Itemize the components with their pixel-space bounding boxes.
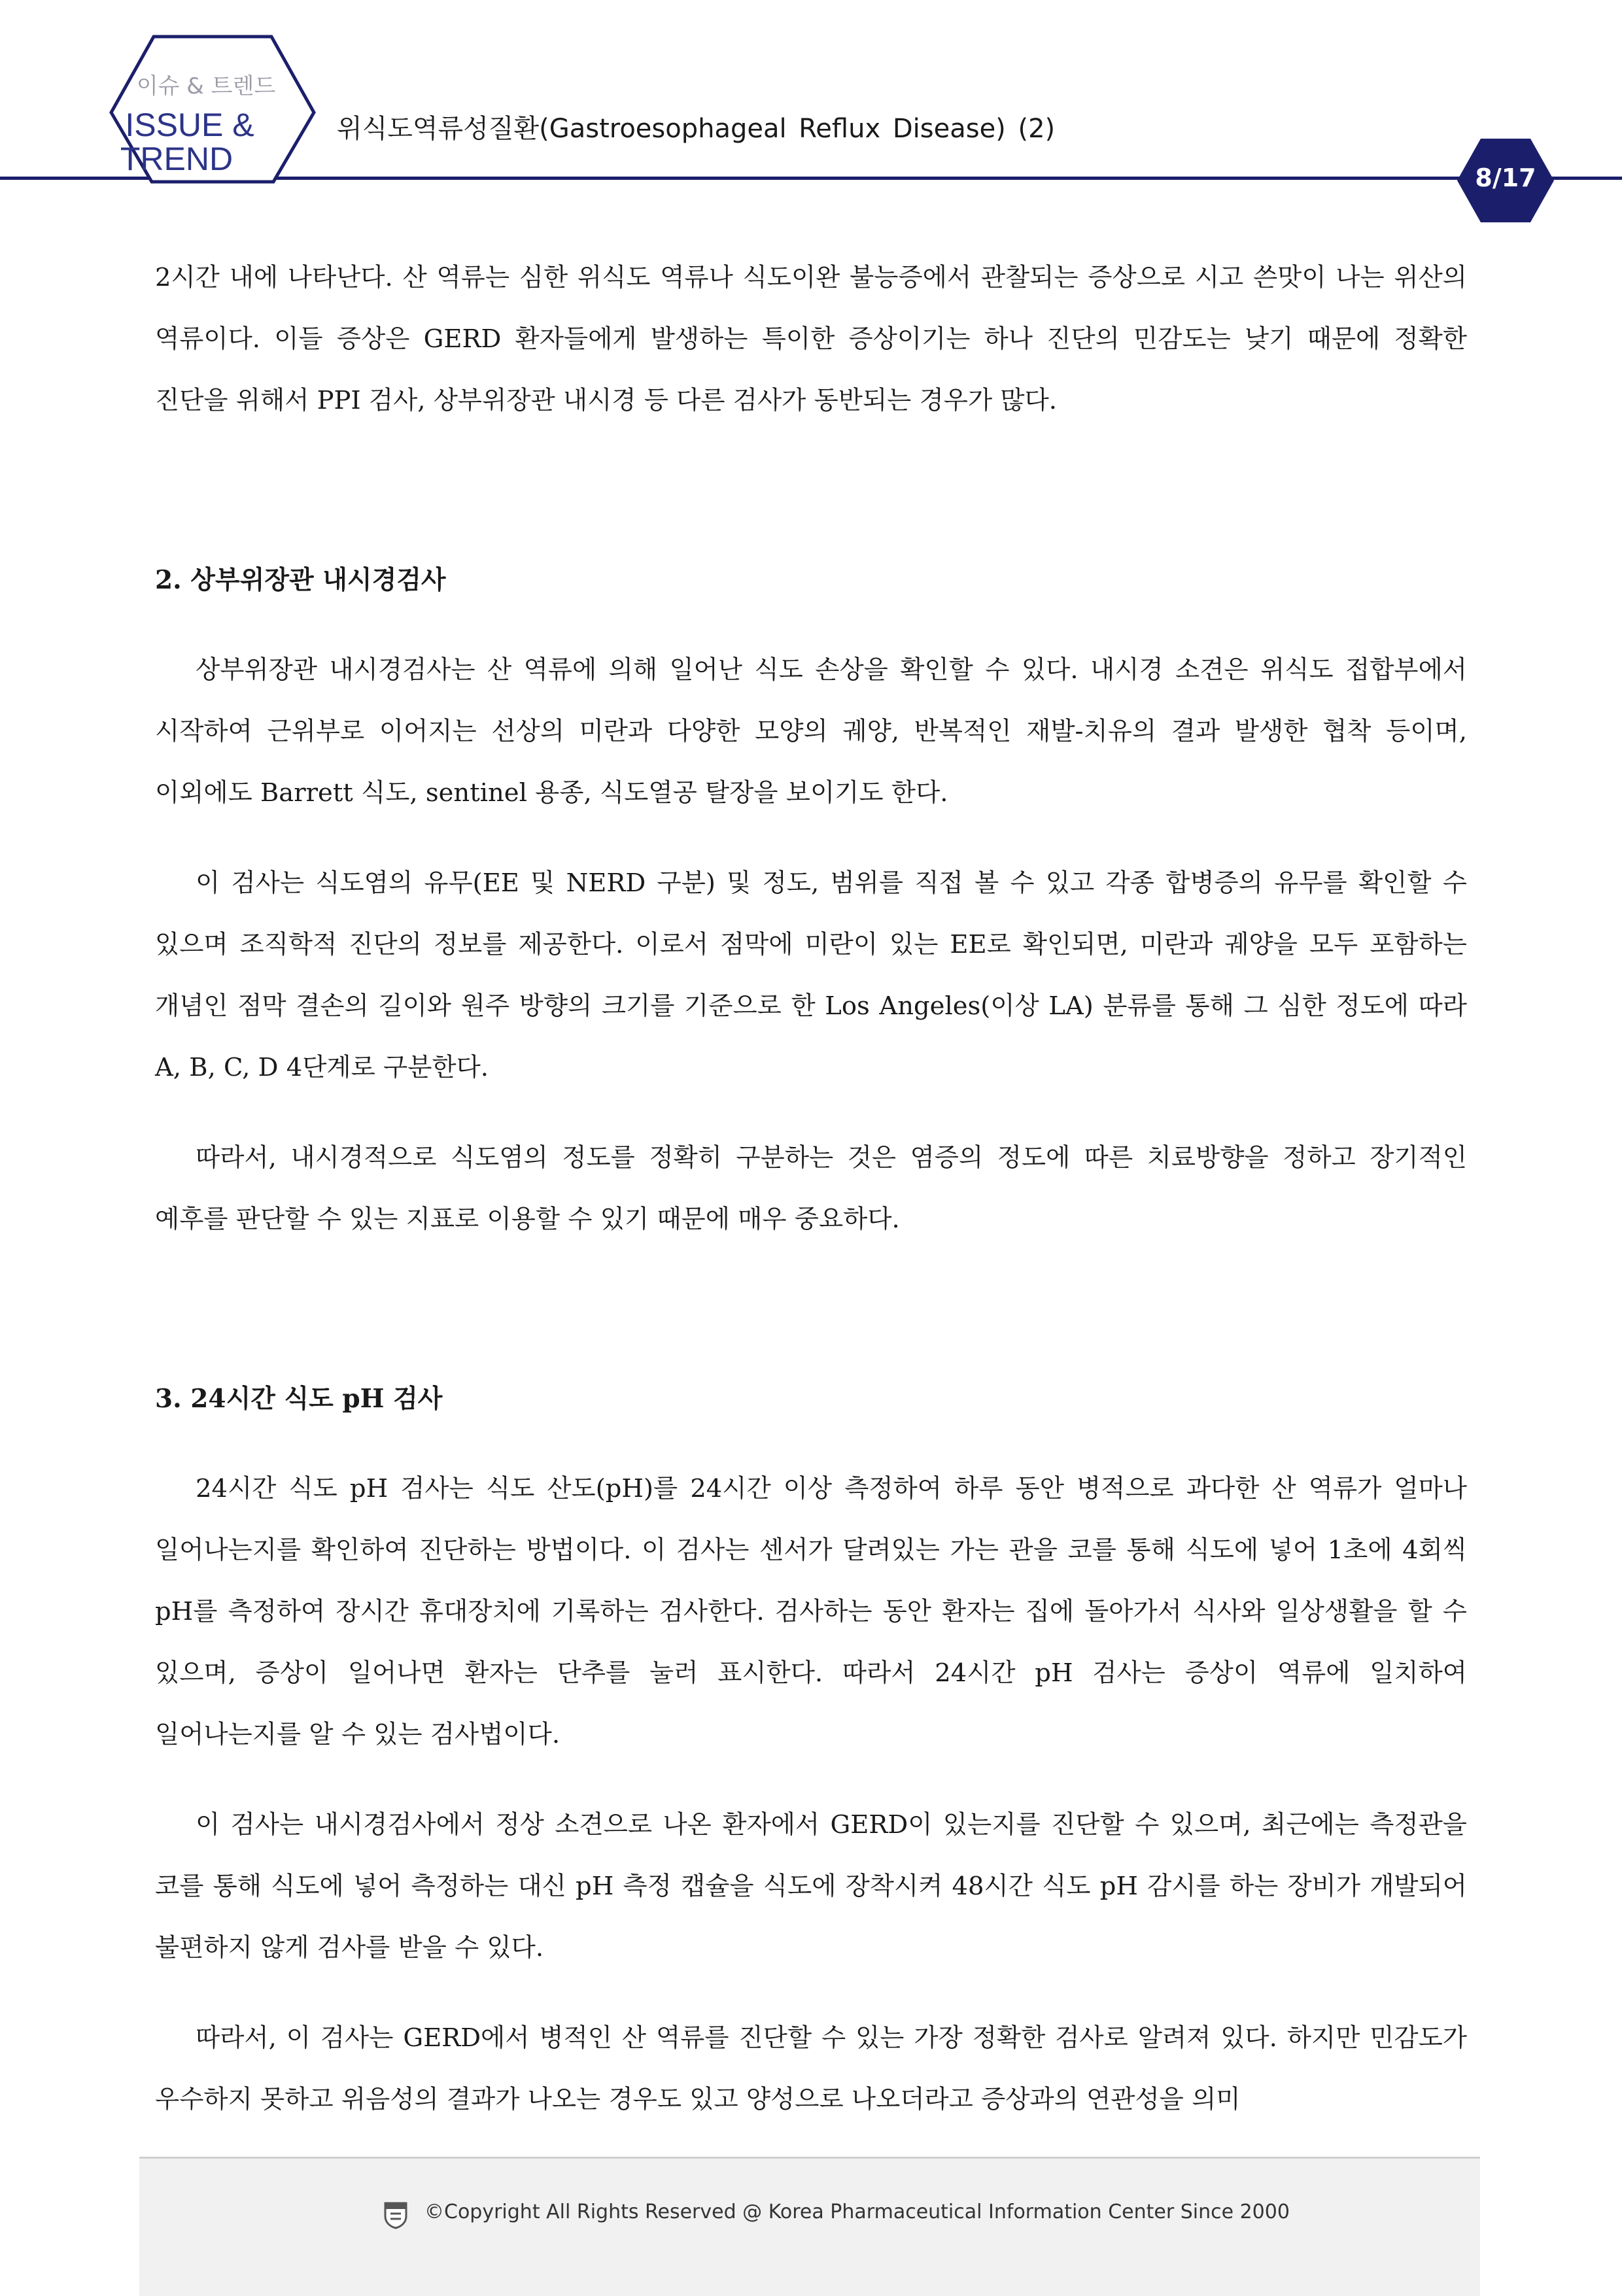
section-heading-endoscopy: 2. 상부위장관 내시경검사 — [155, 565, 446, 595]
badge-subtitle: 이슈 & 트렌드 — [136, 73, 276, 99]
ph-test-paragraph-2: 이 검사는 내시경검사에서 정상 소견으로 나온 환자에서 GERD이 있는지를 진단할 수 있으며, 최근에는 측정관을 코를 통해 식도에 넣어 측정하는 대신 pH 측정 캡슐을 식도에 장착시켜 48시간 식도 pH 감시를 하는 장비가 개발되어 불편하지 않게 검사를 받을 수 있다. — [155, 1810, 1467, 1962]
ph-test-paragraph-3: 따라서, 이 검사는 GERD에서 병적인 산 역류를 진단할 수 있는 가장 정확한 검사로 알려져 있다. 하지만 민감도가 우수하지 못하고 위음성의 결과가 나오는 경우도 있고 양성으로 나오더라고 증상과의 연관성을 의미 — [155, 2023, 1467, 2114]
endoscopy-paragraph-3: 따라서, 내시경적으로 식도염의 정도를 정확히 구분하는 것은 염증의 정도에 따른 치료방향을 정하고 장기적인 예후를 판단할 수 있는 지표로 이용할 수 있기 때문에 매우 중요하다. — [155, 1143, 1467, 1234]
kpic-shield-icon — [383, 2201, 409, 2229]
page-footer — [139, 2157, 1480, 2296]
copyright-text: ©Copyright All Rights Reserved @ Korea Pharmaceutical Information Center Since 2000 — [424, 2201, 1290, 2223]
badge-title-line1: ISSUE & — [125, 107, 254, 143]
document-title: 위식도역류성질환(Gastroesophageal Reflux Disease) (2) — [337, 114, 1056, 144]
endoscopy-paragraph-1: 상부위장관 내시경검사는 산 역류에 의해 일어난 식도 손상을 확인할 수 있다. 내시경 소견은 위식도 접합부에서 시작하여 근위부로 이어지는 선상의 미란과 다양한 모양의 궤양, 반복적인 재발-치유의 결과 발생한 협착 등이며, 이외에도 Barrett 식도, sentinel 용종, 식도열공 탈장을 보이기도 한다. — [155, 655, 1467, 808]
ph-test-paragraph-1: 24시간 식도 pH 검사는 식도 산도(pH)를 24시간 이상 측정하여 하루 동안 병적으로 과다한 산 역류가 얼마나 일어나는지를 확인하여 진단하는 방법이다. 이 검사는 센서가 달려있는 가는 관을 코를 통해 식도에 넣어 1초에 4회씩 pH를 측정하여 장시간 휴대장치에 기록하는 검사한다. 검사하는 동안 환자는 집에 돌아가서 식사와 일상생활을 할 수 있으며, 증상이 일어나면 환자는 단추를 눌러 표시한다. 따라서 24시간 pH 검사는 증상이 역류에 일치하여 일어나는지를 알 수 있는 검사법이다. — [155, 1474, 1467, 1749]
section-heading-ph-test: 3. 24시간 식도 pH 검사 — [155, 1384, 443, 1414]
intro-paragraph: 2시간 내에 나타난다. 산 역류는 심한 위식도 역류나 식도이완 불능증에서 관찰되는 증상으로 시고 쓴맛이 나는 위산의 역류이다. 이들 증상은 GERD 환자들에게 발생하는 특이한 증상이기는 하나 진단의 민감도는 낮기 때문에 정확한 진단을 위해서 PPI 검사, 상부위장관 내시경 등 다른 검사가 동반되는 경우가 많다. — [155, 263, 1467, 415]
document-body — [155, 247, 1467, 2131]
badge-title-line2: TREND — [120, 141, 233, 177]
page-number: 8/17 — [1475, 163, 1536, 192]
endoscopy-paragraph-2: 이 검사는 식도염의 유무(EE 및 NERD 구분) 및 정도, 범위를 직접 볼 수 있고 각종 합병증의 유무를 확인할 수 있으며 조직학적 진단의 정보를 제공한다. 이로서 점막에 미란이 있는 EE로 확인되면, 미란과 궤양을 모두 포함하는 개념인 점막 결손의 길이와 원주 방향의 크기를 기준으로 한 Los Angeles(이상 LA) 분류를 통해 그 심한 정도에 따라 A, B, C, D 4단계로 구분한다. — [155, 868, 1467, 1082]
